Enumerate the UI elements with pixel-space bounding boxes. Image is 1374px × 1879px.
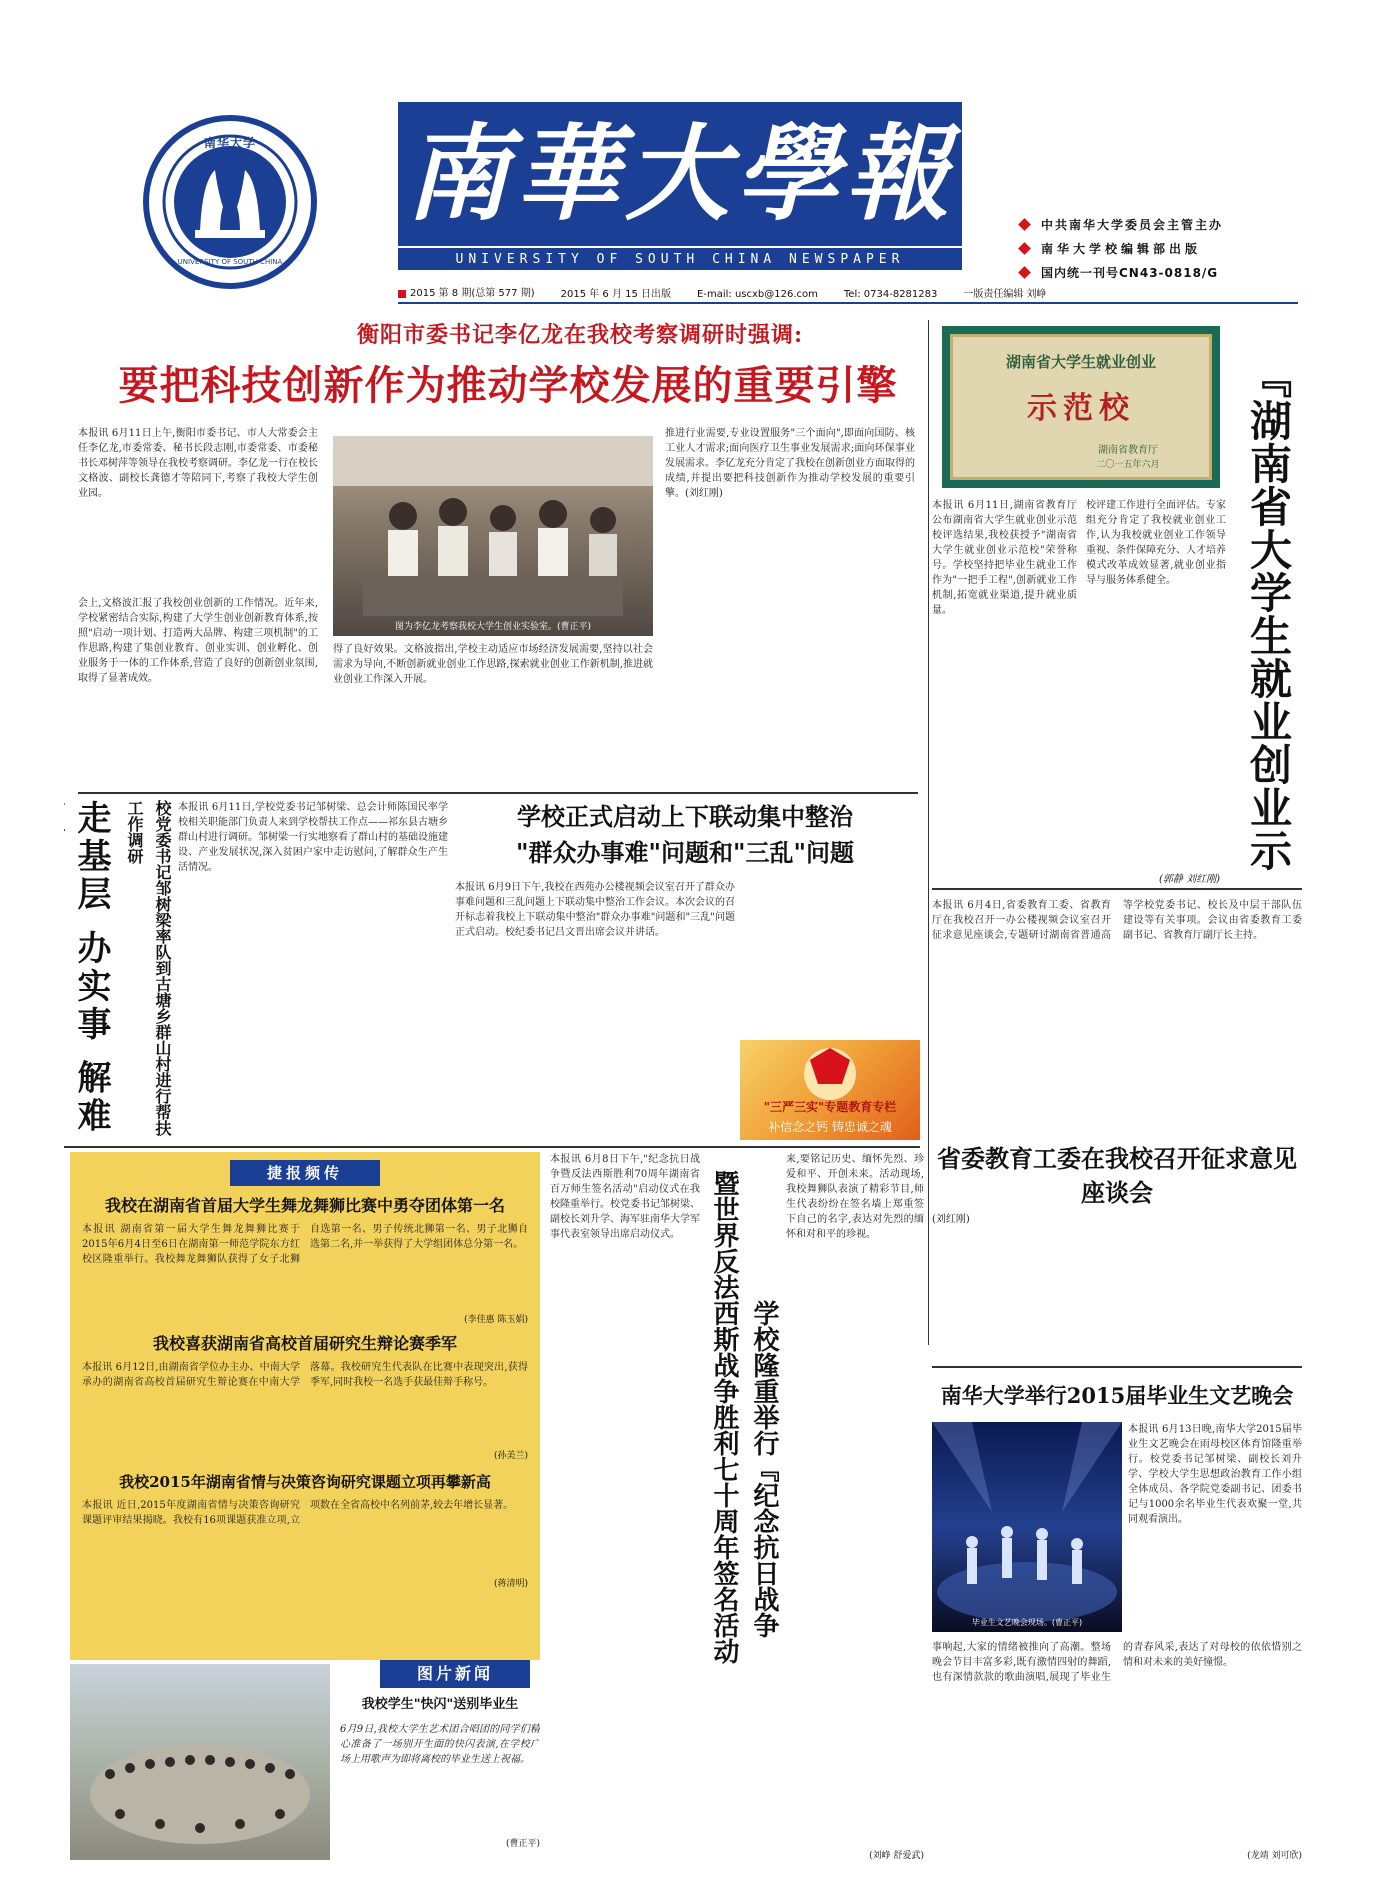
publish-date: 2015 年 6 月 15 日出版 bbox=[560, 289, 672, 300]
university-logo bbox=[140, 112, 320, 292]
diamond-icon bbox=[1018, 242, 1031, 255]
anniversary-col-1: 本报讯 6月8日下午,"纪念抗日战争暨反法西斯胜利70周年湖南省百万师生签名活动"启动仪式在我校隆重举行。校党委书记邹树梁、副校长刘升学、海军驻南华大学军事代表室领导出席启动仪式。 bbox=[550, 1154, 700, 1240]
plaque-photo bbox=[942, 326, 1220, 488]
plaque bbox=[950, 334, 1212, 480]
lead-photo bbox=[333, 436, 653, 636]
mass-affairs-title-1: 学校正式启动上下联动集中整治 bbox=[517, 802, 853, 831]
diamond-icon bbox=[1018, 218, 1031, 231]
logo-ring-text: UNIVERSITY OF SOUTH CHINA bbox=[177, 258, 283, 266]
lead-headline: 要把科技创新作为推动学校发展的重要引擎 bbox=[118, 362, 898, 409]
brief-title: 我校在湖南省首届大学生舞龙舞狮比赛中勇夺团体第一名 bbox=[104, 1196, 505, 1215]
briefs-panel bbox=[70, 1152, 540, 1660]
mass-affairs-title-2: "群众办事难"问题和"三乱"问题 bbox=[515, 838, 854, 867]
brief-title: 我校2015年湖南省情与决策咨询研究课题立项再攀新高 bbox=[119, 1473, 491, 1491]
lead-col-1: 本报讯 6月11日上午,衡阳市委书记、市人大常委会主任李亿龙,市委常委、秘书长段志刚,市委常委、市委秘书长邓树萍等领导在我校考察调研。李亿龙一行在校长文格波、副校长龚德才等陪同下,考察了我校大学生创业园。 bbox=[78, 428, 318, 499]
photo-news-text: 6月9日,我校大学生艺术团合唱团的同学们精心准备了一场别开生面的快闪表演,在学校广场上用歌声为即将离校的毕业生送上祝福。 bbox=[340, 1724, 540, 1765]
masthead bbox=[0, 0, 1374, 310]
gala-photo bbox=[932, 1422, 1122, 1632]
lead-col-4: 推进行业需要,专业设置服务"三个面向",即面向国防、核工业人才需求;面向医疗卫生事业发展需求;面向环保事业发展需求。李亿龙充分肯定了我校在创新创业方面取得的成绩,并提出要把科技创新作为推动学校发展的重要引擎。(刘红刚) bbox=[665, 428, 915, 499]
brief-byline: (孙美兰) bbox=[493, 1451, 528, 1461]
opinion-text-continued bbox=[932, 1212, 1302, 1362]
brief-byline: (李佳惠 陈玉娟) bbox=[464, 1315, 528, 1325]
email: E-mail: uscxb@126.com bbox=[697, 289, 818, 300]
banner-main-text: "三严三实"专题教育专栏 bbox=[763, 1100, 897, 1114]
gala-headline: 南华大学举行2015届毕业生文艺晚会 bbox=[940, 1383, 1294, 1408]
title-block bbox=[398, 102, 962, 270]
photo-news-banner: 图片新闻 bbox=[380, 1660, 530, 1688]
mass-affairs-text: 本报讯 6月9日下午,我校在西苑办公楼视频会议室召开了群众办事难问题和三乱问题上下联动集中整治工作会议。本次会议的召开标志着我校上下联动集中整治"群众办事难"问题和"三乱"问题正式启动。校纪委书记吕文晋出席会议并讲话。 bbox=[455, 882, 735, 938]
plaque-main: 示范校 bbox=[1027, 391, 1135, 426]
square-icon bbox=[398, 290, 406, 298]
opinion-headline: 省委教育工委在我校召开征求意见座谈会 bbox=[937, 1144, 1297, 1207]
lead-kicker: 衡阳市委书记李亿龙在我校考察调研时强调: bbox=[356, 322, 804, 348]
plaque-date: 二〇一五年六月 bbox=[1096, 460, 1160, 470]
briefs-banner: 捷报频传 bbox=[230, 1160, 380, 1186]
gala-photo-caption: 毕业生文艺晚会现场。(曹正平) bbox=[971, 1618, 1083, 1627]
newspaper-subtitle: UNIVERSITY OF SOUTH CHINA NEWSPAPER bbox=[398, 246, 962, 270]
gala-col-1: 本报讯 6月13日晚,南华大学2015届毕业生文艺晚会在雨母校区体育馆隆重举行。校党委书记邹树梁、副校长刘升学、学校大学生思想政治教育工作小组全体成员、各学院党委副书记、团委书记与1000余名毕业生代表欢聚一堂,共同观看演出。 bbox=[1128, 1424, 1302, 1525]
divider bbox=[932, 1366, 1302, 1368]
opinion-byline: (刘红刚) bbox=[932, 1214, 970, 1225]
anniversary-headline-a: 暨世界反法西斯战争胜利七十周年签名活动 bbox=[709, 1170, 739, 1664]
brief-text: 本报讯 近日,2015年度湖南省情与决策咨询研究课题评审结果揭晓。我校有16项课题获准立项,立项数在全省高校中名列前茅,较去年增长显著。 bbox=[82, 1500, 514, 1526]
gala-col-2: 事响起,大家的情绪被推向了高潮。整场晚会节目丰富多彩,既有激情四射的舞蹈,也有深情款款的歌曲演唱,展现了毕业生的青春风采,表达了对母校的依依惜别之情和对未来的美好憧憬。 bbox=[932, 1642, 1302, 1683]
publisher-line: 中共南华大学委员会主管主办 bbox=[1016, 212, 1346, 236]
stage-photo-icon bbox=[932, 1422, 1122, 1632]
diamond-icon bbox=[1018, 266, 1031, 279]
phone: Tel: 0734-8281283 bbox=[843, 289, 938, 300]
brief-title: 我校喜获湖南省高校首届研究生辩论赛季军 bbox=[152, 1334, 457, 1353]
issue-info-bar bbox=[398, 286, 1298, 304]
lab-visit-photo-icon bbox=[333, 436, 653, 636]
lead-photo-caption: 图为李亿龙考察我校大学生创业实验室。(曹正平) bbox=[394, 622, 592, 632]
right-feature-byline: (郭静 刘红刚) bbox=[1159, 874, 1220, 885]
logo-arc-text: 南华大学 bbox=[204, 136, 257, 150]
village-subhead: 校党委书记邹树梁率队到古塘乡群山村进行帮扶工作调研 bbox=[125, 800, 172, 1136]
banner-sub-text: 补信念之钙 铸忠诚之魂 bbox=[768, 1120, 892, 1134]
divider bbox=[78, 792, 918, 794]
opinion-text: 本报讯 6月4日,省委教育工委、省教育厅在我校召开一办公楼视频会议室召开征求意见座谈会,专题研讨湖南省普通高等学校党委书记、校长及中层干部队伍建设等有关事项。会议由省委教育工委副书记、省教育厅副厅长主持。 bbox=[932, 900, 1302, 941]
photo-news-title: 我校学生"快闪"送别毕业生 bbox=[361, 1697, 519, 1712]
right-feature-headline: 『湖南省大学生就业创业示 bbox=[1244, 356, 1293, 872]
three-strict-banner bbox=[740, 1040, 920, 1140]
plaque-title: 湖南省大学生就业创业 bbox=[1005, 353, 1156, 371]
crowd-photo-icon bbox=[70, 1664, 330, 1860]
publisher-line: 南华大学校编辑部出版 bbox=[1016, 236, 1346, 260]
page-editor: 一版责任编辑 刘峥 bbox=[963, 289, 1047, 300]
photo-news-byline: (曹正平) bbox=[505, 1839, 540, 1849]
village-text: 本报讯 6月11日,学校党委书记邹树梁、总会计师陈国民率学校相关职能部门负责人来到学校帮扶工作点——祁东县古塘乡群山村进行调研。邹树梁一行实地察看了群山村的基础设施建设、产业发展状况,深入贫困户家中走访慰问,了解群众生产生活情况。 bbox=[178, 802, 448, 873]
publisher-line: 国内统一刊号CN43-0818/G bbox=[1016, 260, 1346, 284]
anniversary-col-2: 来,要铭记历史、缅怀先烈、珍爱和平、开创未来。活动现场,我校舞狮队表演了精彩节目,师生代表纷纷在签名墙上郑重签下自己的名字,表达对先烈的缅怀和对和平的珍视。 bbox=[786, 1154, 924, 1240]
lead-col-2: 会上,文格波汇报了我校创业创新的工作情况。近年来,学校紧密结合实际,构建了大学生创业创新教育体系,按照"启动一项计划、打造两大品牌、构建三项机制"的工作思路,构建了集创业教育、创业实训、创业孵化、创业服务于一体的工作体系,营造了良好的创新创业氛围,取得了显著成效。 bbox=[78, 598, 318, 684]
divider bbox=[928, 320, 929, 1345]
gala-byline: (龙靖 刘可欣) bbox=[1247, 1851, 1302, 1861]
divider bbox=[932, 888, 1302, 890]
lead-col-3: 得了良好效果。文格波指出,学校主动适应市场经济发展需要,坚持以社会需求为导向,不断创新就业创业工作思路,探索就业创业工作新机制,推进就业创业工作深入开展。 bbox=[333, 644, 653, 685]
anniversary-byline: (刘峥 舒爱武) bbox=[869, 1851, 924, 1861]
flashmob-photo bbox=[70, 1664, 330, 1860]
right-feature-col-2: 校评建工作进行全面评估。专家组充分肯定了我校就业创业工作,认为我校就业创业工作领导重视、条件保障充分、人才培养模式改革成效显著,就业创业指导与服务体系健全。 bbox=[1086, 500, 1226, 586]
right-feature-col-1: 本报讯 6月11日,湖南省教育厅公布湖南省大学生就业创业示范校评选结果,我校获授予"湖南省大学生就业创业示范校"荣誉称号。学校坚持把毕业生就业工作作为"一把手工程",创新就业工作机制,拓宽就业渠道,提升就业质量。 bbox=[932, 500, 1077, 616]
newspaper-title: 南華大學報 bbox=[404, 112, 955, 235]
brief-byline: (蒋清明) bbox=[493, 1579, 528, 1589]
village-headline: 走基层 办实事 解难 bbox=[71, 800, 111, 1136]
plaque-issuer: 湖南省教育厅 bbox=[1098, 445, 1158, 456]
issue-number: 2015 第 8 期(总第 577 期) bbox=[410, 288, 535, 299]
brief-text: 本报讯 6月12日,由湖南省学位办主办、中南大学承办的湖南省高校首届研究生辩论赛在中南大学落幕。我校研究生代表队在比赛中表现突出,获得季军,同时我校一名选手获最佳辩手称号。 bbox=[82, 1362, 528, 1388]
anniversary-headline-b: 学校隆重举行『纪念抗日战争 bbox=[749, 1300, 779, 1638]
divider bbox=[64, 1146, 920, 1148]
publisher-info bbox=[1016, 212, 1346, 284]
brief-text: 本报讯 湖南省第一届大学生舞龙舞狮比赛于2015年6月4日至6日在湖南第一师范学院东方红校区隆重举行。我校舞龙舞狮队获得了女子北狮自选第一名、男子传统北狮第一名、男子北狮自选第二名,并一举获得了大学组团体总分第一名。 bbox=[82, 1224, 528, 1265]
